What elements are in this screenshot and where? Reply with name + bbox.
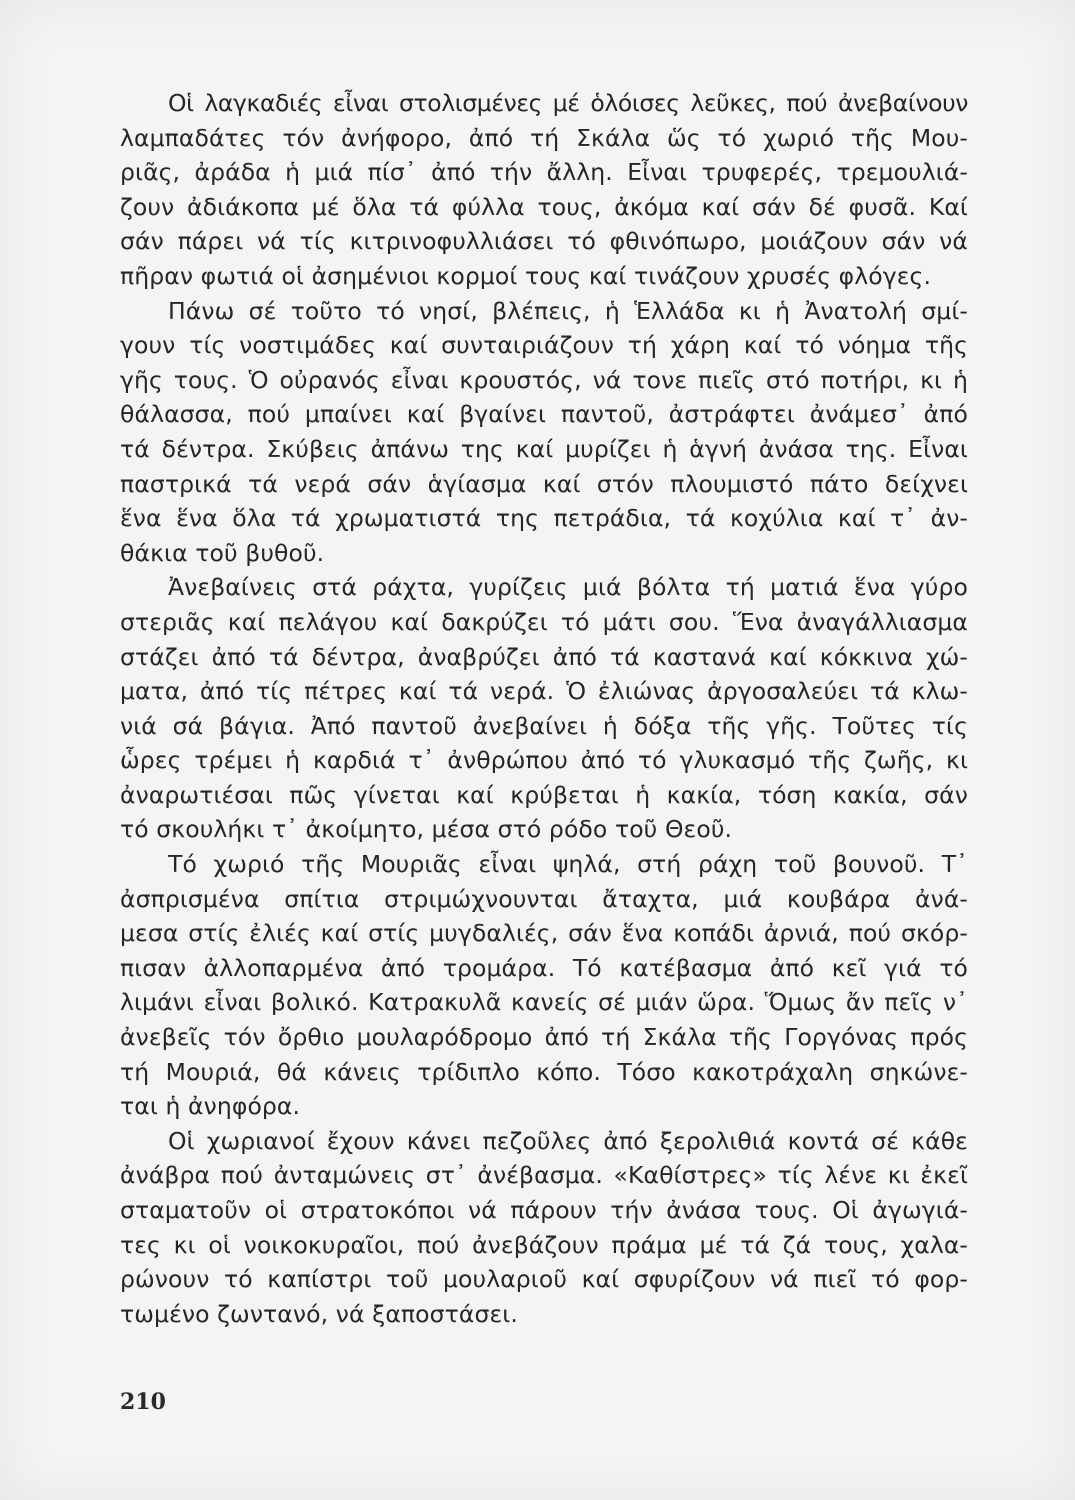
text-line: πισαν ἀλλοπαρμένα ἀπό τρομάρα. Τό κατέβασμα ἀπό κεῖ γιά τό (120, 953, 968, 982)
text-line: μεσα στίς ἐλιές καί στίς μυγδαλιές, σάν ἕνα κοπάδι ἀρνιά, πού σκόρ- (120, 919, 968, 948)
text-line: λιμάνι εἶναι βολικό. Κατρακυλᾶ κανείς σέ μιάν ὥρα. Ὅμως ἄν πεῖς ν᾽ (120, 988, 968, 1017)
text-line: ἕνα ἕνα ὅλα τά χρωματιστά της πετράδια, τά κοχύλια καί τ᾽ ἀν- (120, 504, 968, 533)
text-line: Τό χωριό τῆς Μουριᾶς εἶναι ψηλά, στή ράχη τοῦ βουνοῦ. Τ᾽ (168, 850, 968, 879)
text-line: Πάνω σέ τοῦτο τό νησί, βλέπεις, ἡ Ἑλλάδα κι ἡ Ἀνατολή σμί- (168, 296, 968, 325)
text-line: σάν πάρει νά τίς κιτρινοφυλλιάσει τό φθινόπωρο, μοιάζουν σάν νά (120, 227, 968, 256)
text-line: ματα, ἀπό τίς πέτρες καί τά νερά. Ὁ ἐλιώνας ἀργοσαλεύει τά κλω- (120, 677, 968, 706)
text-line: πῆραν φωτιά οἱ ἀσημένιοι κορμοί τους καί τινάζουν χρυσές φλόγες. (120, 261, 932, 290)
text-line: ζουν ἀδιάκοπα μέ ὅλα τά φύλλα τους, ἀκόμα καί σάν δέ φυσᾶ. Καί (120, 192, 968, 221)
text-line: θάλασσα, πού μπαίνει καί βγαίνει παντοῦ, ἀστράφτει ἀνάμεσ᾽ ἀπό (120, 400, 968, 429)
text-line: Οἱ λαγκαδιές εἶναι στολισμένες μέ ὁλόισες λεῦκες, πού ἀνεβαίνουν (168, 89, 968, 117)
text-line: ὧρες τρέμει ἡ καρδιά τ᾽ ἀνθρώπου ἀπό τό γλυκασμό τῆς ζωῆς, κι (120, 746, 968, 775)
text-line: τά δέντρα. Σκύβεις ἀπάνω της καί μυρίζει ἡ ἁγνή ἀνάσα της. Εἶναι (120, 434, 968, 463)
text-line: θάκια τοῦ βυθοῦ. (120, 538, 325, 567)
text-line: ἀναρωτιέσαι πῶς γίνεται καί κρύβεται ἡ κακία, τόση κακία, σάν (120, 780, 968, 809)
text-line: τή Μουριά, θά κάνεις τρίδιπλο κόπο. Τόσο κακοτράχαλη σηκώνε- (120, 1057, 968, 1086)
text-line: ριᾶς, ἀράδα ἡ μιά πίσ᾽ ἀπό τήν ἄλλη. Εἶναι τρυφερές, τρεμουλιά- (120, 158, 968, 187)
body-text (120, 86, 968, 1331)
text-line: ρώνουν τό καπίστρι τοῦ μουλαριοῦ καί σφυρίζουν νά πιεῖ τό φορ- (120, 1265, 968, 1294)
text-line: τες κι οἱ νοικοκυραῖοι, πού ἀνεβάζουν πράμα μέ τά ζά τους, χαλα- (120, 1230, 968, 1259)
text-line: ται ἡ ἀνηφόρα. (120, 1092, 301, 1121)
paragraph (120, 1124, 968, 1332)
text-line: γουν τίς νοστιμάδες καί συνταιριάζουν τή χάρη καί τό νόημα τῆς (120, 331, 968, 360)
paragraph (120, 294, 968, 571)
text-line: τό σκουλήκι τ᾽ ἀκοίμητο, μέσα στό ρόδο τοῦ Θεοῦ. (120, 815, 733, 844)
text-line: ἀνεβεῖς τόν ὄρθιο μουλαρόδρομο ἀπό τή Σκάλα τῆς Γοργόνας πρός (120, 1023, 968, 1052)
text-line: στεριᾶς καί πελάγου καί δακρύζει τό μάτι σου. Ἕνα ἀναγάλλιασμα (120, 607, 968, 636)
text-line: γῆς τους. Ὁ οὐρανός εἶναι κρουστός, νά τονε πιεῖς στό ποτήρι, κι ἡ (120, 365, 968, 394)
paragraph (120, 86, 968, 294)
text-line: σταματοῦν οἱ στρατοκόποι νά πάρουν τήν ἀνάσα τους. Οἱ ἀγωγιά- (120, 1196, 968, 1224)
text-line: νιά σά βάγια. Ἀπό παντοῦ ἀνεβαίνει ἡ δόξα τῆς γῆς. Τοῦτες τίς (120, 711, 968, 740)
text-line: παστρικά τά νερά σάν ἁγίασμα καί στόν πλουμιστό πάτο δείχνει (120, 469, 968, 498)
text-line: στάζει ἀπό τά δέντρα, ἀναβρύζει ἀπό τά καστανά καί κόκκινα χώ- (120, 642, 968, 671)
text-line: ἀνάβρα πού ἀνταμώνεις στ᾽ ἀνέβασμα. «Καθίστρες» τίς λένε κι ἐκεῖ (120, 1161, 968, 1190)
text-line: Οἱ χωριανοί ἔχουν κάνει πεζοῦλες ἀπό ξερολιθιά κοντά σέ κάθε (168, 1126, 968, 1155)
text-line: Ἀνεβαίνεις στά ράχτα, γυρίζεις μιά βόλτα τή ματιά ἕνα γύρο (168, 573, 968, 602)
paragraph (120, 847, 968, 1124)
page-number: 210 (120, 1389, 166, 1415)
text-line: τωμένο ζωντανό, νά ξαποστάσει. (120, 1299, 518, 1328)
text-line: ἀσπρισμένα σπίτια στριμώχνουνται ἄταχτα, μιά κουβάρα ἀνά- (120, 884, 968, 913)
text-line: λαμπαδάτες τόν ἀνήφορο, ἀπό τή Σκάλα ὥς τό χωριό τῆς Μου- (120, 123, 968, 152)
paragraph (120, 570, 968, 847)
